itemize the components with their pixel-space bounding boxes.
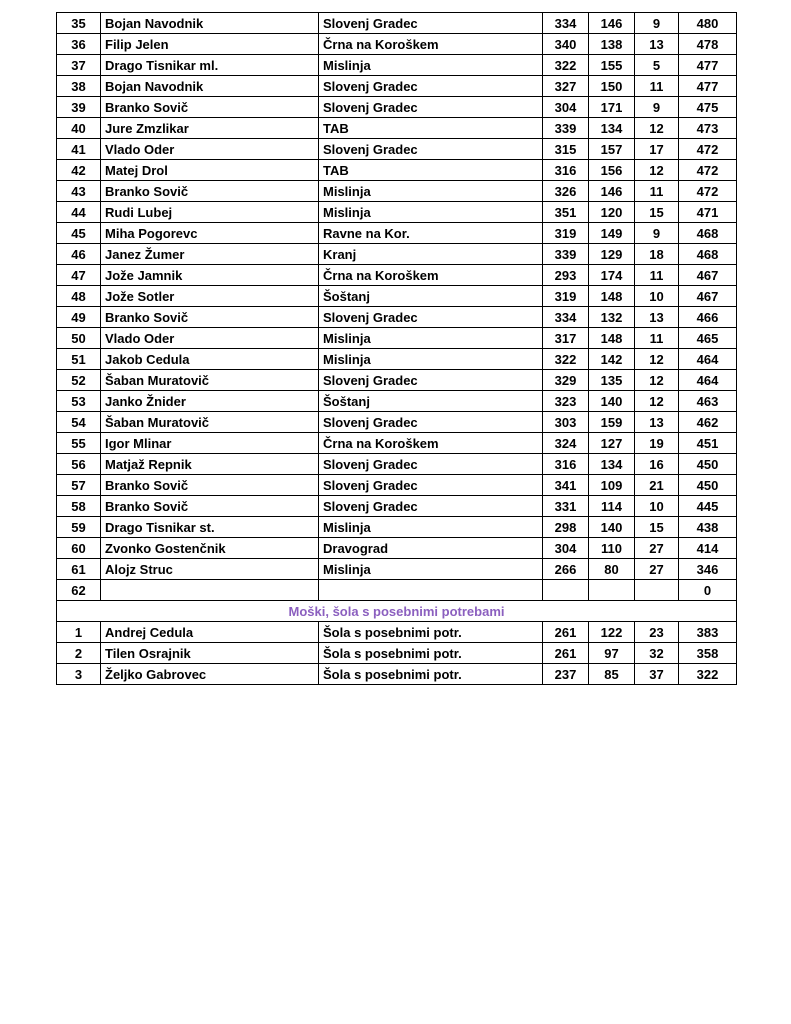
- row-club: Mislinja: [319, 559, 543, 580]
- row-rank: 39: [57, 97, 101, 118]
- table-row: [57, 181, 737, 202]
- row-club: [319, 580, 543, 601]
- row-score-1: 339: [543, 118, 589, 139]
- row-name: Jakob Cedula: [101, 349, 319, 370]
- row-total: 475: [679, 97, 737, 118]
- table-row: [57, 538, 737, 559]
- table-row: [57, 328, 737, 349]
- row-score-2: 135: [589, 370, 635, 391]
- row-total: 346: [679, 559, 737, 580]
- row-name: Željko Gabrovec: [101, 664, 319, 685]
- row-score-2: 148: [589, 328, 635, 349]
- row-score-3: 19: [635, 433, 679, 454]
- row-rank: 58: [57, 496, 101, 517]
- row-name: Zvonko Gostenčnik: [101, 538, 319, 559]
- row-score-3: 9: [635, 13, 679, 34]
- section-heading: Moški, šola s posebnimi potrebami: [57, 601, 737, 622]
- row-total: 473: [679, 118, 737, 139]
- table-row: [57, 475, 737, 496]
- row-total: 467: [679, 265, 737, 286]
- row-total: 477: [679, 76, 737, 97]
- row-score-3: 13: [635, 34, 679, 55]
- row-score-1: 322: [543, 55, 589, 76]
- row-rank: 57: [57, 475, 101, 496]
- row-score-2: 157: [589, 139, 635, 160]
- table-row: [57, 643, 737, 664]
- row-club: Kranj: [319, 244, 543, 265]
- row-total: 467: [679, 286, 737, 307]
- row-score-3: 12: [635, 391, 679, 412]
- row-score-3: 17: [635, 139, 679, 160]
- row-total: 465: [679, 328, 737, 349]
- row-name: Vlado Oder: [101, 139, 319, 160]
- row-score-3: 27: [635, 538, 679, 559]
- row-rank: 2: [57, 643, 101, 664]
- row-name: Jože Jamnik: [101, 265, 319, 286]
- row-score-3: [635, 580, 679, 601]
- row-score-1: 339: [543, 244, 589, 265]
- row-total: 468: [679, 223, 737, 244]
- row-score-3: 10: [635, 496, 679, 517]
- row-score-1: 327: [543, 76, 589, 97]
- row-name: Rudi Lubej: [101, 202, 319, 223]
- row-club: Mislinja: [319, 349, 543, 370]
- row-name: Janko Žnider: [101, 391, 319, 412]
- row-score-1: 304: [543, 538, 589, 559]
- table-row: [57, 223, 737, 244]
- row-score-2: 114: [589, 496, 635, 517]
- table-row: [57, 622, 737, 643]
- row-score-3: 13: [635, 307, 679, 328]
- row-rank: 59: [57, 517, 101, 538]
- row-rank: 54: [57, 412, 101, 433]
- row-name: Andrej Cedula: [101, 622, 319, 643]
- row-score-2: 156: [589, 160, 635, 181]
- table-row: [57, 370, 737, 391]
- row-score-3: 12: [635, 349, 679, 370]
- row-rank: 60: [57, 538, 101, 559]
- row-total: 464: [679, 370, 737, 391]
- row-score-1: 304: [543, 97, 589, 118]
- row-club: Dravograd: [319, 538, 543, 559]
- row-club: TAB: [319, 118, 543, 139]
- row-score-1: 326: [543, 181, 589, 202]
- row-total: 463: [679, 391, 737, 412]
- row-score-1: 261: [543, 622, 589, 643]
- row-total: 450: [679, 454, 737, 475]
- row-score-3: 23: [635, 622, 679, 643]
- row-score-1: 316: [543, 160, 589, 181]
- row-score-2: 171: [589, 97, 635, 118]
- row-name: Tilen Osrajnik: [101, 643, 319, 664]
- row-score-3: 10: [635, 286, 679, 307]
- table-row: [57, 139, 737, 160]
- row-name: Branko Sovič: [101, 475, 319, 496]
- row-club: Slovenj Gradec: [319, 97, 543, 118]
- row-score-2: 140: [589, 517, 635, 538]
- row-total: 322: [679, 664, 737, 685]
- row-rank: 52: [57, 370, 101, 391]
- row-name: Matej Drol: [101, 160, 319, 181]
- row-name: Igor Mlinar: [101, 433, 319, 454]
- row-rank: 53: [57, 391, 101, 412]
- row-club: Mislinja: [319, 55, 543, 76]
- row-rank: 38: [57, 76, 101, 97]
- row-total: 468: [679, 244, 737, 265]
- table-row: [57, 496, 737, 517]
- row-score-2: 174: [589, 265, 635, 286]
- row-name: Drago Tisnikar st.: [101, 517, 319, 538]
- row-total: 472: [679, 181, 737, 202]
- row-score-2: 134: [589, 118, 635, 139]
- table-row: [57, 580, 737, 601]
- row-total: 478: [679, 34, 737, 55]
- table-row: [57, 97, 737, 118]
- row-score-3: 37: [635, 664, 679, 685]
- results-table: [56, 12, 737, 685]
- row-rank: 42: [57, 160, 101, 181]
- row-score-3: 13: [635, 412, 679, 433]
- row-score-3: 12: [635, 118, 679, 139]
- row-rank: 56: [57, 454, 101, 475]
- row-rank: 62: [57, 580, 101, 601]
- table-row: [57, 55, 737, 76]
- results-table-container: [56, 12, 736, 685]
- row-club: Slovenj Gradec: [319, 13, 543, 34]
- row-club: Slovenj Gradec: [319, 307, 543, 328]
- table-row: [57, 391, 737, 412]
- table-row: [57, 34, 737, 55]
- row-name: Vlado Oder: [101, 328, 319, 349]
- row-score-2: 120: [589, 202, 635, 223]
- row-score-1: 351: [543, 202, 589, 223]
- row-name: Matjaž Repnik: [101, 454, 319, 475]
- table-row: [57, 307, 737, 328]
- row-rank: 1: [57, 622, 101, 643]
- row-rank: 50: [57, 328, 101, 349]
- row-rank: 55: [57, 433, 101, 454]
- row-rank: 47: [57, 265, 101, 286]
- table-row: [57, 349, 737, 370]
- row-score-3: 16: [635, 454, 679, 475]
- row-name: [101, 580, 319, 601]
- row-score-2: 85: [589, 664, 635, 685]
- row-total: 451: [679, 433, 737, 454]
- row-score-1: 322: [543, 349, 589, 370]
- row-name: Janez Žumer: [101, 244, 319, 265]
- row-club: Šoštanj: [319, 286, 543, 307]
- row-score-3: 9: [635, 97, 679, 118]
- row-rank: 51: [57, 349, 101, 370]
- table-row: [57, 76, 737, 97]
- row-rank: 48: [57, 286, 101, 307]
- row-name: Šaban Muratovič: [101, 412, 319, 433]
- row-name: Šaban Muratovič: [101, 370, 319, 391]
- table-row: [57, 160, 737, 181]
- row-rank: 3: [57, 664, 101, 685]
- row-club: Šoštanj: [319, 391, 543, 412]
- row-total: 462: [679, 412, 737, 433]
- row-score-1: 266: [543, 559, 589, 580]
- row-score-3: 32: [635, 643, 679, 664]
- row-score-2: 159: [589, 412, 635, 433]
- row-total: 450: [679, 475, 737, 496]
- row-score-2: 109: [589, 475, 635, 496]
- row-total: 466: [679, 307, 737, 328]
- row-club: Slovenj Gradec: [319, 139, 543, 160]
- row-score-1: 323: [543, 391, 589, 412]
- row-club: Ravne na Kor.: [319, 223, 543, 244]
- row-rank: 37: [57, 55, 101, 76]
- row-club: Slovenj Gradec: [319, 454, 543, 475]
- table-row: [57, 517, 737, 538]
- row-total: 480: [679, 13, 737, 34]
- row-club: Slovenj Gradec: [319, 412, 543, 433]
- row-score-3: 11: [635, 328, 679, 349]
- row-club: Šola s posebnimi potr.: [319, 643, 543, 664]
- row-score-1: 303: [543, 412, 589, 433]
- row-score-1: 317: [543, 328, 589, 349]
- row-name: Branko Sovič: [101, 307, 319, 328]
- row-total: 383: [679, 622, 737, 643]
- row-club: Slovenj Gradec: [319, 496, 543, 517]
- row-name: Jože Sotler: [101, 286, 319, 307]
- row-score-2: 97: [589, 643, 635, 664]
- row-club: Šola s posebnimi potr.: [319, 664, 543, 685]
- row-score-1: 340: [543, 34, 589, 55]
- row-name: Alojz Struc: [101, 559, 319, 580]
- row-score-1: 341: [543, 475, 589, 496]
- row-score-2: 134: [589, 454, 635, 475]
- row-name: Miha Pogorevc: [101, 223, 319, 244]
- row-name: Branko Sovič: [101, 496, 319, 517]
- row-score-1: 334: [543, 307, 589, 328]
- row-score-3: 11: [635, 181, 679, 202]
- row-score-2: 146: [589, 181, 635, 202]
- table-row: [57, 454, 737, 475]
- row-club: Slovenj Gradec: [319, 475, 543, 496]
- row-score-3: 15: [635, 202, 679, 223]
- row-score-3: 18: [635, 244, 679, 265]
- row-score-3: 9: [635, 223, 679, 244]
- row-score-2: 140: [589, 391, 635, 412]
- row-rank: 49: [57, 307, 101, 328]
- row-name: Jure Zmzlikar: [101, 118, 319, 139]
- row-score-2: 122: [589, 622, 635, 643]
- row-score-1: 324: [543, 433, 589, 454]
- row-score-1: 261: [543, 643, 589, 664]
- table-row: [57, 412, 737, 433]
- row-total: 472: [679, 160, 737, 181]
- table-row: [57, 13, 737, 34]
- row-name: Branko Sovič: [101, 97, 319, 118]
- row-rank: 61: [57, 559, 101, 580]
- row-score-2: 132: [589, 307, 635, 328]
- row-total: 472: [679, 139, 737, 160]
- row-total: 471: [679, 202, 737, 223]
- row-score-1: 331: [543, 496, 589, 517]
- row-name: Bojan Navodnik: [101, 13, 319, 34]
- row-name: Bojan Navodnik: [101, 76, 319, 97]
- row-score-3: 21: [635, 475, 679, 496]
- row-score-1: 319: [543, 286, 589, 307]
- row-club: Slovenj Gradec: [319, 370, 543, 391]
- row-score-3: 12: [635, 370, 679, 391]
- row-name: Branko Sovič: [101, 181, 319, 202]
- row-score-2: 148: [589, 286, 635, 307]
- table-row: [57, 433, 737, 454]
- row-rank: 40: [57, 118, 101, 139]
- results-table-body: [57, 13, 737, 685]
- row-club: Mislinja: [319, 181, 543, 202]
- row-rank: 43: [57, 181, 101, 202]
- row-score-2: 146: [589, 13, 635, 34]
- row-score-1: 316: [543, 454, 589, 475]
- row-total: 464: [679, 349, 737, 370]
- row-rank: 36: [57, 34, 101, 55]
- row-club: Slovenj Gradec: [319, 76, 543, 97]
- row-club: Mislinja: [319, 517, 543, 538]
- row-club: Mislinja: [319, 202, 543, 223]
- row-score-2: [589, 580, 635, 601]
- row-rank: 35: [57, 13, 101, 34]
- row-score-1: 329: [543, 370, 589, 391]
- row-club: Črna na Koroškem: [319, 265, 543, 286]
- row-score-3: 15: [635, 517, 679, 538]
- row-score-2: 155: [589, 55, 635, 76]
- row-total: 445: [679, 496, 737, 517]
- table-row: [57, 559, 737, 580]
- row-total: 438: [679, 517, 737, 538]
- row-score-3: 11: [635, 76, 679, 97]
- table-row: [57, 244, 737, 265]
- row-score-3: 11: [635, 265, 679, 286]
- row-total: 358: [679, 643, 737, 664]
- row-rank: 46: [57, 244, 101, 265]
- row-club: Mislinja: [319, 328, 543, 349]
- row-club: Šola s posebnimi potr.: [319, 622, 543, 643]
- row-total: 0: [679, 580, 737, 601]
- table-row: [57, 286, 737, 307]
- table-row: [57, 265, 737, 286]
- row-rank: 44: [57, 202, 101, 223]
- row-rank: 41: [57, 139, 101, 160]
- row-score-1: 334: [543, 13, 589, 34]
- row-score-2: 80: [589, 559, 635, 580]
- row-score-3: 27: [635, 559, 679, 580]
- row-name: Drago Tisnikar ml.: [101, 55, 319, 76]
- row-club: Črna na Koroškem: [319, 34, 543, 55]
- row-club: Črna na Koroškem: [319, 433, 543, 454]
- row-total: 477: [679, 55, 737, 76]
- row-score-1: 237: [543, 664, 589, 685]
- row-rank: 45: [57, 223, 101, 244]
- row-score-2: 127: [589, 433, 635, 454]
- row-score-2: 138: [589, 34, 635, 55]
- row-score-1: 315: [543, 139, 589, 160]
- row-score-2: 149: [589, 223, 635, 244]
- row-score-1: 319: [543, 223, 589, 244]
- row-score-3: 12: [635, 160, 679, 181]
- row-score-3: 5: [635, 55, 679, 76]
- row-score-2: 110: [589, 538, 635, 559]
- row-score-1: [543, 580, 589, 601]
- row-score-1: 293: [543, 265, 589, 286]
- row-club: TAB: [319, 160, 543, 181]
- row-score-2: 129: [589, 244, 635, 265]
- table-row: [57, 664, 737, 685]
- row-score-2: 142: [589, 349, 635, 370]
- table-row: [57, 118, 737, 139]
- row-total: 414: [679, 538, 737, 559]
- section-heading-row: [57, 601, 737, 622]
- row-score-1: 298: [543, 517, 589, 538]
- table-row: [57, 202, 737, 223]
- row-name: Filip Jelen: [101, 34, 319, 55]
- row-score-2: 150: [589, 76, 635, 97]
